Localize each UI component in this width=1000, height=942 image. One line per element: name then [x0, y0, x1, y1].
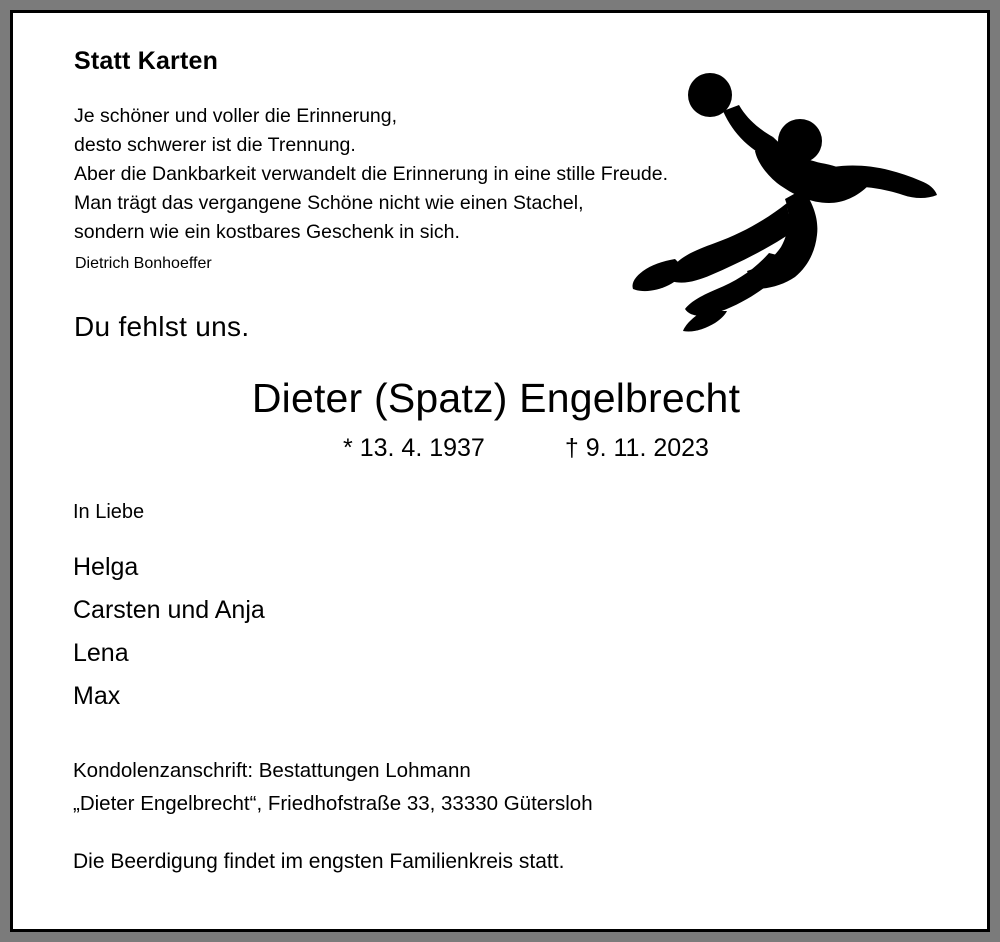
family-member: Max	[73, 682, 121, 710]
verse-line: Je schöner und voller die Erinnerung,	[74, 105, 398, 127]
closing-note: Die Beerdigung findet im engsten Familienkreis statt.	[73, 850, 565, 873]
in-love-label: In Liebe	[73, 501, 145, 523]
verse-author: Dietrich Bonhoeffer	[75, 255, 212, 272]
verse-line: sondern wie ein kostbares Geschenk in sich.	[74, 221, 460, 243]
birth-date: * 13. 4. 1937	[343, 434, 485, 462]
death-date: † 9. 11. 2023	[564, 434, 709, 462]
verse-line: Aber die Dankbarkeit verwandelt die Erinnerung in eine stille Freude.	[74, 163, 668, 185]
obituary-content	[13, 13, 987, 929]
condolence-line: „Dieter Engelbrecht“, Friedhofstraße 33, 33330 Gütersloh	[73, 792, 593, 815]
condolence-address	[73, 754, 937, 820]
page-title: Statt Karten	[74, 47, 219, 75]
verse-line: desto schwerer ist die Trennung.	[74, 134, 356, 156]
lament-text: Du fehlst uns.	[74, 311, 250, 342]
family-member: Carsten und Anja	[73, 596, 265, 624]
deceased-block	[61, 375, 937, 463]
family-member: Helga	[73, 553, 139, 581]
memorial-verse	[74, 102, 714, 277]
deceased-name: Dieter (Spatz) Engelbrecht	[251, 375, 741, 421]
obituary-inner-border	[10, 10, 990, 932]
family-list	[73, 546, 937, 718]
life-dates	[61, 434, 931, 463]
verse-line: Man trägt das vergangene Schöne nicht wie einen Stachel,	[74, 192, 584, 214]
family-member: Lena	[73, 639, 129, 667]
condolence-line: Kondolenzanschrift: Bestattungen Lohmann	[73, 759, 471, 782]
